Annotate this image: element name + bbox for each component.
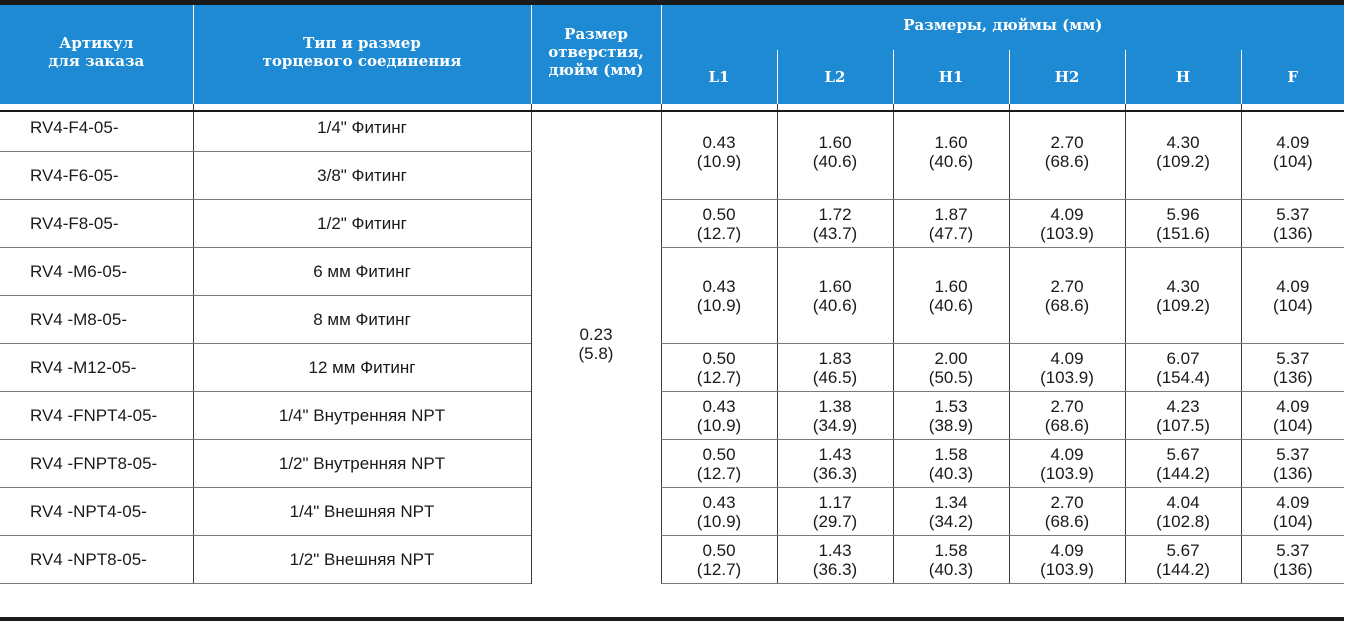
dimension-cell-h — [1125, 392, 1241, 440]
dimension-mm: (46.5) — [812, 367, 858, 387]
dimension-inches: 0.43 — [702, 492, 736, 512]
dimension-mm: (103.9) — [1040, 367, 1094, 387]
dimension-cell-h1 — [893, 392, 1009, 440]
dimension-inches: 0.50 — [702, 348, 736, 368]
dimension-inches: 4.09 — [1276, 396, 1310, 416]
dimension-cell-h — [1125, 248, 1241, 344]
dimension-inches: 5.67 — [1166, 444, 1200, 464]
dimension-cell-h — [1125, 440, 1241, 488]
dimension-inches: 0.50 — [702, 444, 736, 464]
dimension-mm: (43.7) — [812, 223, 858, 243]
dimension-cell-f — [1241, 488, 1344, 536]
dimension-inches: 2.00 — [934, 348, 968, 368]
dimension-mm: (68.6) — [1044, 295, 1090, 315]
dimension-cell-h — [1125, 536, 1241, 584]
dimension-mm: (12.7) — [696, 367, 742, 387]
dimension-mm: (151.6) — [1156, 223, 1210, 243]
dimension-cell-h2 — [1009, 440, 1125, 488]
dimension-inches: 1.43 — [818, 444, 852, 464]
dimension-inches: 0.43 — [702, 132, 736, 152]
connection-type-cell: 1/4" Внешняя NPT — [193, 488, 531, 536]
dimension-cell-l1 — [661, 248, 777, 344]
dimension-cell-l2 — [777, 248, 893, 344]
header-type — [193, 0, 531, 104]
dimension-cell-h1 — [893, 200, 1009, 248]
dimension-mm: (12.7) — [696, 463, 742, 483]
dimension-mm: (34.9) — [812, 415, 858, 435]
dimension-mm: (144.2) — [1156, 463, 1210, 483]
dimension-mm: (103.9) — [1040, 559, 1094, 579]
dimension-inches: 1.58 — [934, 444, 968, 464]
table-row — [0, 200, 1344, 248]
dimension-cell-h2 — [1009, 536, 1125, 584]
dimension-mm: (36.3) — [812, 463, 858, 483]
dimension-cell-f — [1241, 536, 1344, 584]
header-bore — [531, 0, 661, 104]
connection-type-cell: 1/2" Внешняя NPT — [193, 536, 531, 584]
dimension-mm: (68.6) — [1044, 151, 1090, 171]
dimension-cell-l2 — [777, 488, 893, 536]
dimension-inches: 5.37 — [1276, 540, 1310, 560]
dimension-inches: 4.23 — [1166, 396, 1200, 416]
dimension-cell-l2 — [777, 104, 893, 200]
dimension-cell-h1 — [893, 248, 1009, 344]
dimension-inches: 2.70 — [1050, 276, 1084, 296]
dimension-cell-f — [1241, 344, 1344, 392]
article-cell: RV4 -NPT4-05- — [0, 488, 193, 536]
dimension-inches: 4.09 — [1050, 204, 1084, 224]
dimension-mm: (68.6) — [1044, 511, 1090, 531]
header-col-h2: H2 — [1009, 50, 1125, 104]
dimension-cell-l1 — [661, 440, 777, 488]
dimension-cell-f — [1241, 200, 1344, 248]
top-rule — [0, 0, 1344, 5]
dimension-inches: 5.37 — [1276, 204, 1310, 224]
dimension-inches: 4.30 — [1166, 132, 1200, 152]
table-row — [0, 536, 1344, 584]
bottom-rule — [0, 617, 1344, 621]
dimension-mm: (40.6) — [812, 151, 858, 171]
header-bore-line: Размер — [564, 25, 628, 43]
dimension-mm: (109.2) — [1156, 151, 1210, 171]
dimension-inches: 0.43 — [702, 396, 736, 416]
dimension-mm: (104) — [1272, 415, 1313, 435]
dimension-mm: (47.7) — [928, 223, 974, 243]
connection-type-cell: 3/8" Фитинг — [193, 152, 531, 200]
dimension-inches: 1.60 — [818, 132, 852, 152]
dimension-inches: 1.38 — [818, 396, 852, 416]
connection-type-cell: 6 мм Фитинг — [193, 248, 531, 296]
dimension-mm: (29.7) — [812, 511, 858, 531]
header-article-line: для заказа — [48, 52, 145, 70]
dimension-mm: (144.2) — [1156, 559, 1210, 579]
header-type-line: Тип и размер — [303, 34, 421, 52]
dimension-cell-h1 — [893, 536, 1009, 584]
header-article — [0, 0, 193, 104]
dimension-cell-l1 — [661, 536, 777, 584]
dimension-mm: (136) — [1272, 223, 1313, 243]
header-col-h1: H1 — [893, 50, 1009, 104]
dimension-cell-f — [1241, 248, 1344, 344]
dimension-mm: (103.9) — [1040, 223, 1094, 243]
dimension-inches: 5.67 — [1166, 540, 1200, 560]
dimension-inches: 5.37 — [1276, 348, 1310, 368]
dimension-inches: 1.58 — [934, 540, 968, 560]
dimension-mm: (104) — [1272, 151, 1313, 171]
dimension-inches: 1.53 — [934, 396, 968, 416]
article-cell: RV4-F6-05- — [0, 152, 193, 200]
dimension-mm: (40.3) — [928, 463, 974, 483]
dimension-cell-l1 — [661, 104, 777, 200]
table-row — [0, 440, 1344, 488]
connection-type-cell: 1/2" Фитинг — [193, 200, 531, 248]
dimension-inches: 1.60 — [934, 276, 968, 296]
dimension-cell-h2 — [1009, 248, 1125, 344]
dimension-cell-l2 — [777, 344, 893, 392]
dimension-cell-h2 — [1009, 200, 1125, 248]
bore-size-value: 0.23 — [579, 324, 613, 344]
article-cell: RV4-F4-05- — [0, 104, 193, 152]
connection-type-cell: 12 мм Фитинг — [193, 344, 531, 392]
dimension-inches: 4.09 — [1276, 492, 1310, 512]
dimension-cell-f — [1241, 104, 1344, 200]
connection-type-cell: 1/4" Фитинг — [193, 104, 531, 152]
dimension-mm: (104) — [1272, 295, 1313, 315]
dimension-inches: 1.83 — [818, 348, 852, 368]
dimension-inches: 4.09 — [1276, 132, 1310, 152]
dimension-inches: 5.96 — [1166, 204, 1200, 224]
dimension-inches: 2.70 — [1050, 396, 1084, 416]
dimension-mm: (68.6) — [1044, 415, 1090, 435]
dimension-inches: 2.70 — [1050, 132, 1084, 152]
dimension-cell-h — [1125, 344, 1241, 392]
bore-size-value: (5.8) — [578, 343, 614, 363]
dimension-cell-l1 — [661, 392, 777, 440]
dimension-mm: (136) — [1272, 367, 1313, 387]
dimension-cell-h2 — [1009, 488, 1125, 536]
header-bore-line: отверстия, — [548, 43, 644, 61]
dimension-cell-h2 — [1009, 392, 1125, 440]
dimension-inches: 1.60 — [934, 132, 968, 152]
dimension-cell-l1 — [661, 344, 777, 392]
dimension-inches: 1.72 — [818, 204, 852, 224]
dimension-mm: (102.8) — [1156, 511, 1210, 531]
dimension-cell-h — [1125, 104, 1241, 200]
table-body — [0, 104, 1344, 584]
dimension-mm: (34.2) — [928, 511, 974, 531]
dimension-mm: (40.3) — [928, 559, 974, 579]
dimension-mm: (136) — [1272, 559, 1313, 579]
dimension-mm: (10.9) — [696, 415, 742, 435]
dimension-inches: 1.43 — [818, 540, 852, 560]
dimension-inches: 1.60 — [818, 276, 852, 296]
dimension-cell-h — [1125, 200, 1241, 248]
dimension-inches: 4.04 — [1166, 492, 1200, 512]
table-row — [0, 392, 1344, 440]
article-cell: RV4 -M6-05- — [0, 248, 193, 296]
dimension-cell-l1 — [661, 488, 777, 536]
dimension-inches: 0.43 — [702, 276, 736, 296]
dimension-cell-h — [1125, 488, 1241, 536]
dimension-inches: 4.09 — [1050, 444, 1084, 464]
dimension-cell-h1 — [893, 440, 1009, 488]
dimension-cell-f — [1241, 440, 1344, 488]
article-cell: RV4 -M12-05- — [0, 344, 193, 392]
table-row — [0, 488, 1344, 536]
dimension-mm: (104) — [1272, 511, 1313, 531]
article-cell: RV4 -NPT8-05- — [0, 536, 193, 584]
header-bore-line: дюйм (мм) — [548, 61, 644, 79]
dimension-mm: (103.9) — [1040, 463, 1094, 483]
dimension-mm: (40.6) — [928, 295, 974, 315]
dimension-cell-l2 — [777, 392, 893, 440]
connection-type-cell: 8 мм Фитинг — [193, 296, 531, 344]
dimension-mm: (50.5) — [928, 367, 974, 387]
dimension-cell-f — [1241, 392, 1344, 440]
table-row — [0, 344, 1344, 392]
dimension-mm: (38.9) — [928, 415, 974, 435]
dimension-mm: (40.6) — [812, 295, 858, 315]
dimension-inches: 1.34 — [934, 492, 968, 512]
dimension-mm: (12.7) — [696, 223, 742, 243]
dimension-inches: 0.50 — [702, 540, 736, 560]
dimension-inches: 4.09 — [1050, 540, 1084, 560]
dimension-cell-l1 — [661, 200, 777, 248]
dimension-inches: 2.70 — [1050, 492, 1084, 512]
header-rule — [0, 110, 1344, 112]
table-row — [0, 248, 1344, 296]
dimension-inches: 1.17 — [818, 492, 852, 512]
header-col-h: H — [1125, 50, 1241, 104]
dimension-cell-h1 — [893, 488, 1009, 536]
article-cell: RV4-F8-05- — [0, 200, 193, 248]
dimension-mm: (107.5) — [1156, 415, 1210, 435]
article-cell: RV4 -FNPT4-05- — [0, 392, 193, 440]
header-col-l1: L1 — [661, 50, 777, 104]
dimension-inches: 4.09 — [1050, 348, 1084, 368]
dimension-cell-h1 — [893, 104, 1009, 200]
article-cell: RV4 -FNPT8-05- — [0, 440, 193, 488]
bore-size-cell — [531, 104, 661, 584]
dimension-inches: 6.07 — [1166, 348, 1200, 368]
dimension-mm: (40.6) — [928, 151, 974, 171]
connection-type-cell: 1/4" Внутренняя NPT — [193, 392, 531, 440]
dimension-mm: (154.4) — [1156, 367, 1210, 387]
dimension-cell-l2 — [777, 440, 893, 488]
connection-type-cell: 1/2" Внутренняя NPT — [193, 440, 531, 488]
header-col-f: F — [1241, 50, 1344, 104]
dimension-mm: (10.9) — [696, 511, 742, 531]
dimension-inches: 0.50 — [702, 204, 736, 224]
dimension-mm: (136) — [1272, 463, 1313, 483]
dimension-cell-l2 — [777, 200, 893, 248]
dimension-inches: 4.09 — [1276, 276, 1310, 296]
dimension-cell-l2 — [777, 536, 893, 584]
dimension-mm: (10.9) — [696, 295, 742, 315]
dimension-mm: (109.2) — [1156, 295, 1210, 315]
dimension-cell-h2 — [1009, 344, 1125, 392]
dimension-mm: (36.3) — [812, 559, 858, 579]
dimension-mm: (12.7) — [696, 559, 742, 579]
dimension-cell-h2 — [1009, 104, 1125, 200]
dimension-inches: 4.30 — [1166, 276, 1200, 296]
dimension-mm: (10.9) — [696, 151, 742, 171]
header-article-line: Артикул — [59, 34, 134, 52]
header-col-l2: L2 — [777, 50, 893, 104]
header-type-line: торцевого соединения — [262, 52, 462, 70]
dimension-inches: 5.37 — [1276, 444, 1310, 464]
article-cell: RV4 -M8-05- — [0, 296, 193, 344]
dimension-cell-h1 — [893, 344, 1009, 392]
dimension-inches: 1.87 — [934, 204, 968, 224]
header-dimensions: Размеры, дюймы (мм) — [661, 0, 1344, 50]
